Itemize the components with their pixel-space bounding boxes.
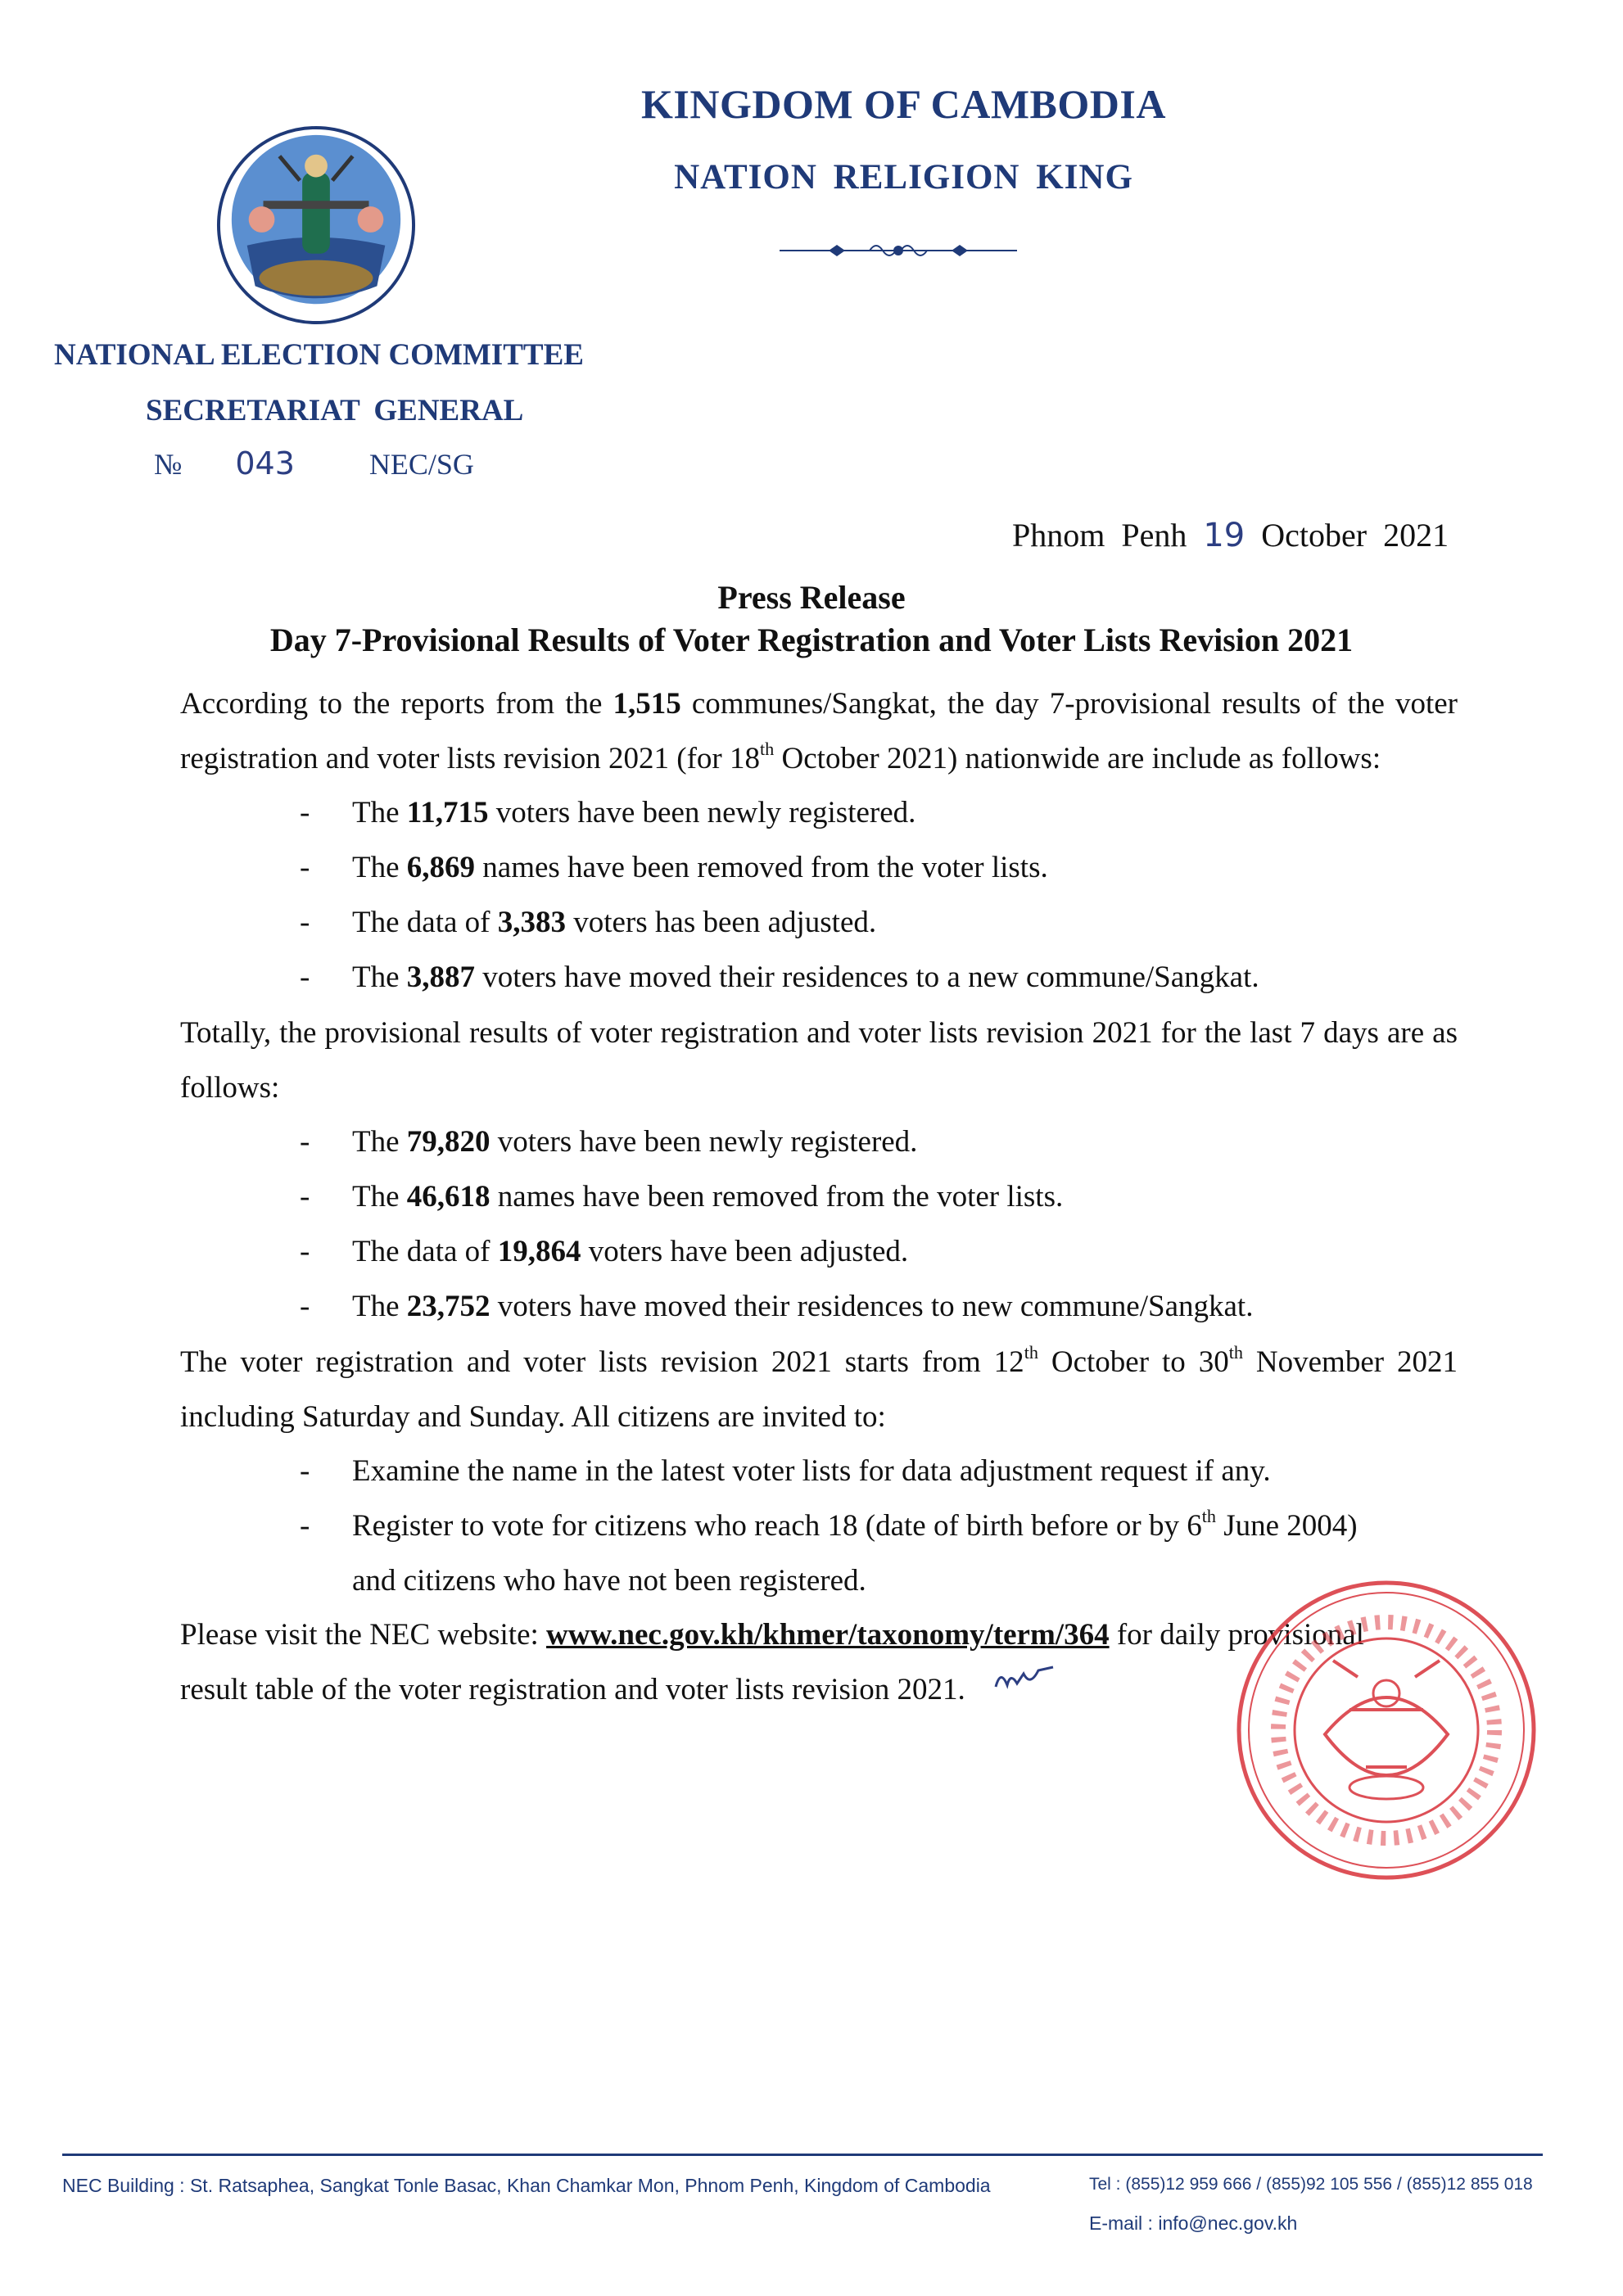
footer-phone: Tel : (855)12 959 666 / (855)92 105 556 / (855)12 855 018 bbox=[1089, 2175, 1533, 2194]
total-intro-text: Totally, the provisional results of voter registration and voter lists revision 2021 for the last 7 days are as follows: bbox=[180, 1016, 1458, 1105]
footer-email: E-mail : info@nec.gov.kh bbox=[1089, 2212, 1298, 2234]
intro-paragraph bbox=[180, 676, 1458, 786]
secretariat-name: SECRETARIAT GENERAL bbox=[146, 394, 524, 427]
intro-text-a: According to the reports from the bbox=[180, 687, 613, 721]
handwritten-day: 19 bbox=[1203, 517, 1246, 554]
date-place: Phnom Penh bbox=[1012, 517, 1187, 554]
reference-suffix: NEC/SG bbox=[368, 448, 474, 481]
intro-sup: th bbox=[760, 739, 775, 760]
intro-text-c: October 2021) nationwide are include as follows: bbox=[774, 742, 1381, 775]
ornament-divider bbox=[780, 239, 1017, 262]
release-subtitle: Day 7-Provisional Results of Voter Registration and Voter Lists Revision 2021 bbox=[269, 621, 1354, 658]
nec-website-link[interactable]: www.nec.gov.kh/khmer/taxonomy/term/364 bbox=[546, 1618, 1110, 1652]
committee-name: NATIONAL ELECTION COMMITTEE bbox=[54, 338, 584, 372]
total-paragraph bbox=[180, 1006, 1458, 1115]
nec-emblem-logo bbox=[215, 123, 418, 328]
footer-address: NEC Building : St. Ratsaphea, Sangkat Tonle Basac, Khan Chamkar Mon, Phnom Penh, Kingdom of Cambodia bbox=[62, 2175, 991, 2196]
closing-line-2: result table of the voter registration and voter lists revision 2021. bbox=[180, 1673, 965, 1706]
number-prefix: № bbox=[154, 448, 183, 481]
schedule-paragraph: The voter registration and voter lists revision 2021 starts from 12th October to 30th November 2021 including Saturday and Sunday. All citizens are invited to: bbox=[180, 1342, 1458, 1434]
release-title: Press Release bbox=[717, 579, 906, 616]
communes-count: 1,515 bbox=[613, 687, 681, 721]
kingdom-heading: KINGDOM OF CAMBODIA bbox=[641, 81, 1166, 127]
handwritten-number: 043 bbox=[235, 445, 295, 481]
closing-line-1: Please visit the NEC website: www.nec.gov.kh/khmer/taxonomy/term/364 for daily provisional bbox=[180, 1618, 1364, 1652]
intro-text-b: communes/Sangkat, the day 7-provisional results of the voter registration and voter lists revision 2021 (for 18 bbox=[180, 687, 1458, 775]
handwritten-initials bbox=[992, 1662, 1058, 1695]
motto-heading: NATION RELIGION KING bbox=[674, 158, 1133, 197]
date-month-year: October 2021 bbox=[1261, 517, 1449, 554]
issue-date bbox=[1012, 516, 1449, 554]
reference-number bbox=[154, 445, 474, 481]
official-seal-stamp bbox=[1227, 1571, 1546, 1890]
footer-divider bbox=[62, 2154, 1543, 2156]
